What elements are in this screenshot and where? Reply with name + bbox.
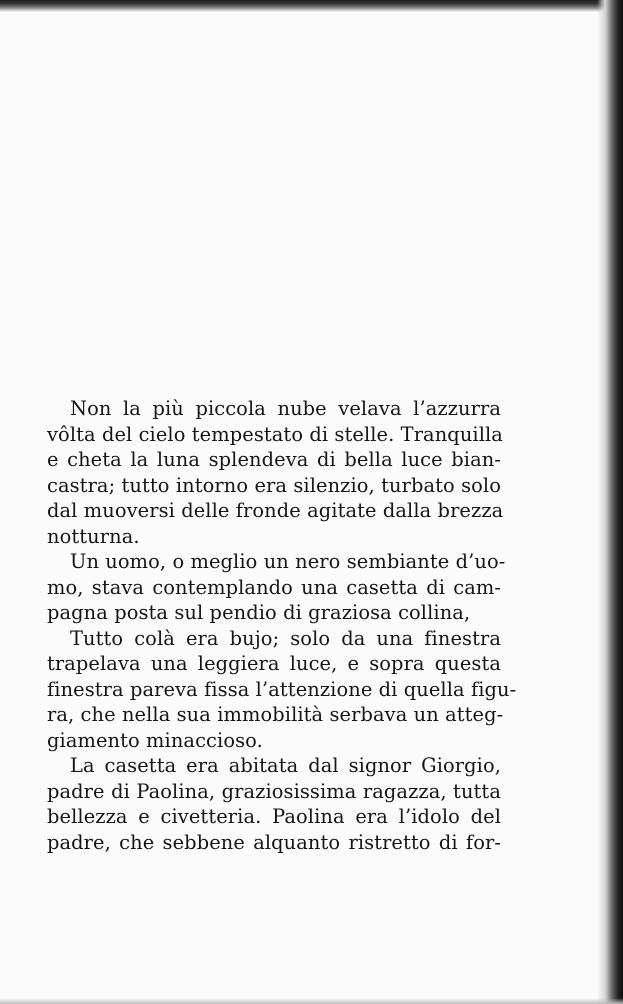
body-text (47, 396, 517, 855)
paragraph-3 (47, 626, 517, 754)
text-line: ra, che nella sua immobilità serbava un atteg- (47, 703, 504, 726)
text-line: Tutto colà era bujo; solo da una finestra (70, 626, 501, 650)
text-line: bellezza e civetteria. Paolina era l’idolo del (47, 805, 501, 828)
scan-edge-top (0, 0, 623, 12)
text-line: mo, stava contemplando una casetta di cam- (47, 575, 501, 599)
paragraph-4 (47, 753, 501, 855)
text-line: trapelava una leggiera luce, e sopra questa (47, 652, 501, 675)
text-line: padre, che sebbene alquanto ristretto di for- (47, 830, 501, 854)
text-line: Non la più piccola nube velava l’azzurra (70, 397, 501, 420)
paragraph-2 (47, 549, 506, 626)
text-line: padre di Paolina, graziosissima ragazza, tutta (47, 779, 501, 803)
text-line: Un uomo, o meglio un nero sembiante d’uo- (70, 550, 506, 573)
text-line: La casetta era abitata dal signor Giorgio, (70, 754, 501, 777)
text-line: vôlta del cielo tempestato di stelle. Tranquilla (47, 422, 503, 446)
text-line: e cheta la luna splendeva di bella luce bian- (47, 448, 501, 471)
text-line: pagna posta sul pendio di graziosa collina, (47, 601, 471, 624)
paragraph-1 (47, 396, 504, 549)
text-line: notturna. (47, 524, 140, 548)
text-line: giamento minaccioso. (47, 728, 263, 752)
scan-edge-bottom (0, 998, 623, 1004)
text-line: castra; tutto intorno era silenzio, turbato solo (47, 473, 501, 497)
scan-edge-right (597, 0, 623, 1004)
text-line: dal muoversi delle fronde agitate dalla brezza (47, 499, 504, 522)
text-line: finestra pareva fissa l’attenzione di quella figu- (47, 677, 517, 701)
